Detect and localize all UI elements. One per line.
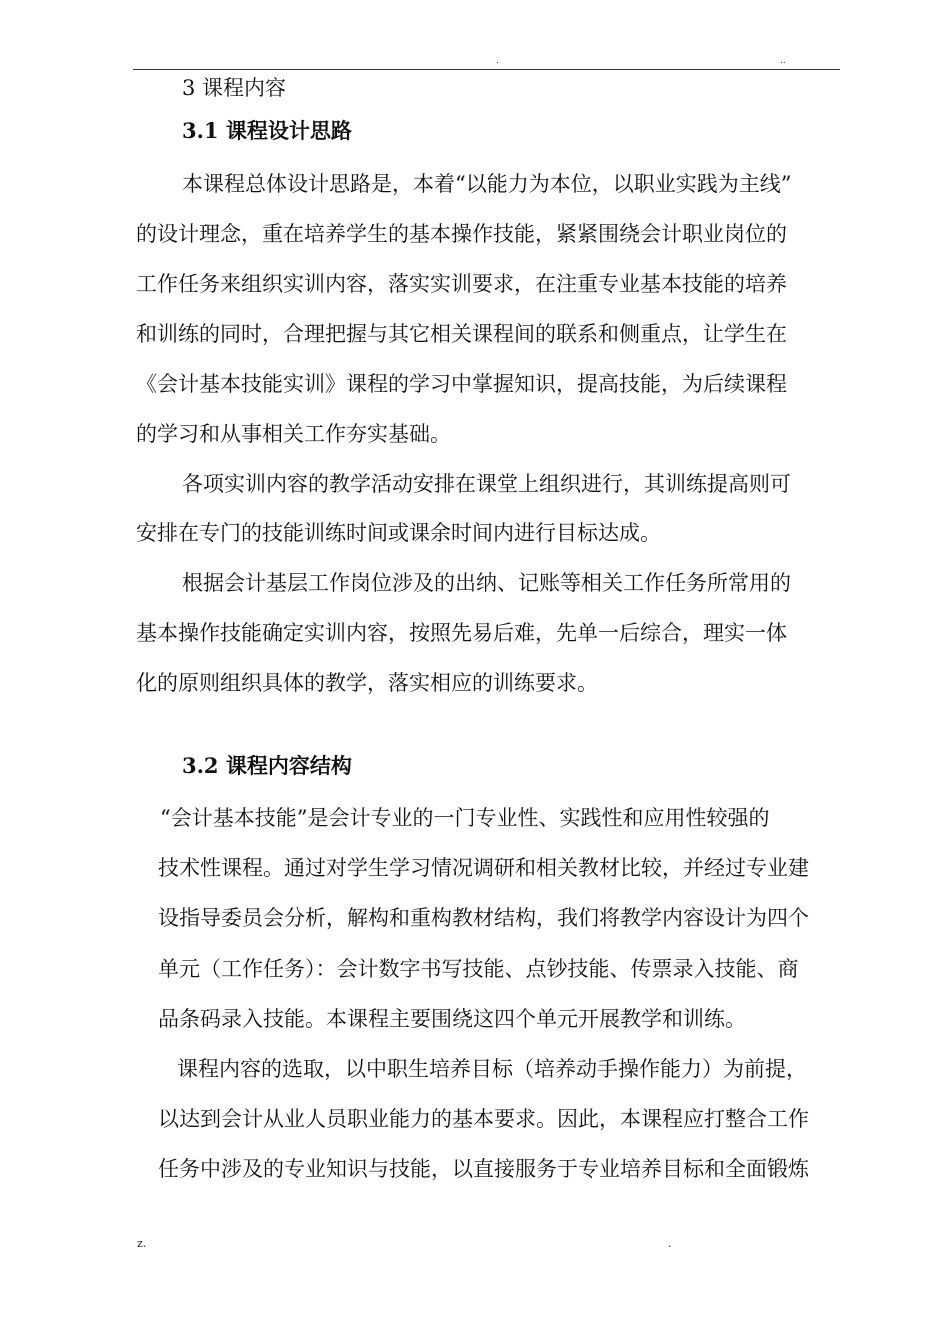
text-line: 课程内容的选取，以中职生培养目标（培养动手操作能力）为前提，	[177, 1057, 807, 1081]
header-rule	[133, 69, 840, 70]
text-line: 基本操作技能确定实训内容，按照先易后难，先单一后综合，理实一体	[136, 621, 787, 645]
text-line: 设指导委员会分析，解构和重构教材结构，我们将教学内容设计为四个	[158, 906, 809, 930]
text-line: 《会计基本技能实训》课程的学习中掌握知识，提高技能，为后续课程	[136, 372, 787, 396]
text-line: 任务中涉及的专业知识与技能，以直接服务于专业培养目标和全面锻炼	[158, 1157, 809, 1181]
text-line: 和训练的同时，合理把握与其它相关课程间的联系和侧重点，让学生在	[136, 322, 787, 346]
text-line: 根据会计基层工作岗位涉及的出纳、记账等相关工作任务所常用的	[182, 571, 791, 595]
text-line: 单元（工作任务）：会计数字书写技能、点钞技能、传票录入技能、商	[158, 957, 799, 981]
text-line: 以达到会计从业人员职业能力的基本要求。因此，本课程应打整合工作	[158, 1107, 809, 1131]
text-line: 品条码录入技能。本课程主要围绕这四个单元开展教学和训练。	[158, 1007, 746, 1031]
footer-mark-right: .	[668, 1237, 672, 1250]
text-line: 安排在专门的技能训练时间或课余时间内进行目标达成。	[136, 521, 661, 545]
section-3-2-title: 3.2 课程内容结构	[182, 753, 352, 778]
header-mark-center: .	[496, 56, 499, 66]
text-line: 各项实训内容的教学活动安排在课堂上组织进行，其训练提高则可	[182, 472, 791, 496]
text-line: 技术性课程。通过对学生学习情况调研和相关教材比较，并经过专业建	[158, 856, 809, 880]
footer-mark-left: z.	[137, 1237, 147, 1250]
header-mark-right: ..	[780, 56, 786, 66]
section-3-title: 3 课程内容	[182, 76, 287, 100]
text-line: 本课程总体设计思路是，本着“以能力为本位，以职业实践为主线”	[182, 172, 792, 196]
text-line: 的设计理念，重在培养学生的基本操作技能，紧紧围绕会计职业岗位的	[136, 222, 787, 246]
text-line: 工作任务来组织实训内容，落实实训要求，在注重专业基本技能的培养	[136, 272, 787, 296]
text-line: 化的原则组织具体的教学，落实相应的训练要求。	[136, 671, 598, 695]
text-line: 的学习和从事相关工作夯实基础。	[136, 422, 451, 446]
text-line: “会计基本技能”是会计专业的一门专业性、实践性和应用性较强的	[160, 806, 770, 830]
section-3-1-title: 3.1 课程设计思路	[182, 118, 352, 143]
